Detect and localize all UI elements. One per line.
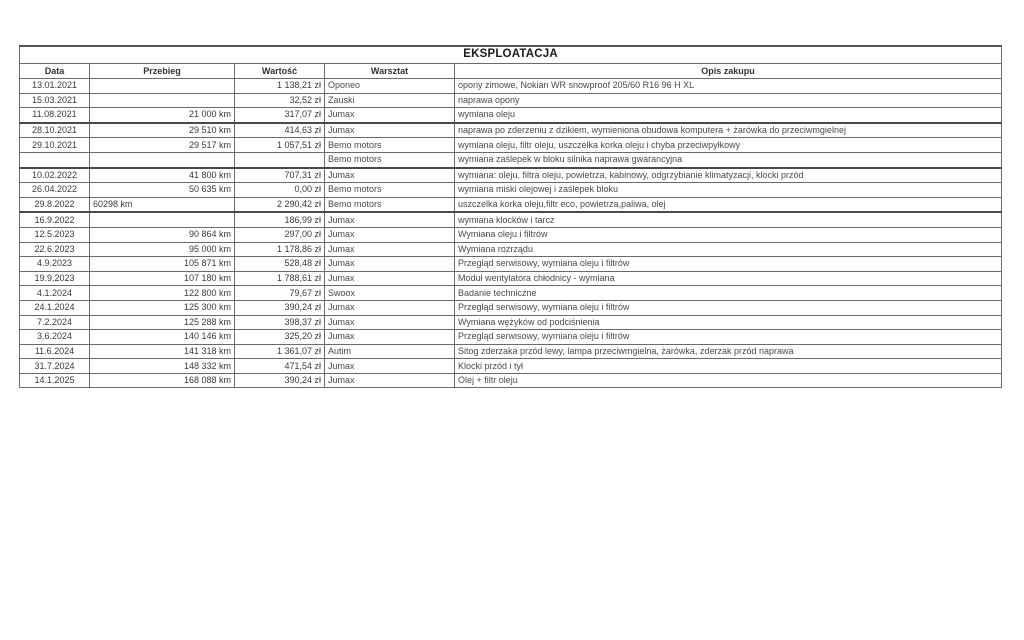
cell-description: Przegląd serwisowy, wymiana oleju i filtrów — [455, 330, 1002, 345]
cell-description: Przegląd serwisowy, wymiana oleju i filtrów — [455, 300, 1002, 315]
column-header-date: Data — [20, 64, 90, 79]
cell-value: 2 290,42 zł — [235, 197, 325, 212]
cell-value: 32,52 zł — [235, 93, 325, 108]
cell-mileage: 122 800 km — [90, 286, 235, 301]
cell-value: 79,67 zł — [235, 286, 325, 301]
cell-mileage: 41 800 km — [90, 168, 235, 183]
cell-date: 11.6.2024 — [20, 344, 90, 359]
cell-workshop: Bemo motors — [325, 138, 455, 153]
cell-mileage: 125 300 km — [90, 300, 235, 315]
table-row — [20, 271, 1002, 286]
cell-value: 0,00 zł — [235, 183, 325, 198]
table-row — [20, 152, 1002, 167]
cell-description: opony zimowe, Nokian WR snowproof 205/60 R16 96 H XL — [455, 79, 1002, 94]
cell-description: Olej + filtr oleju — [455, 373, 1002, 388]
cell-workshop: Jumax — [325, 330, 455, 345]
cell-workshop: Jumax — [325, 212, 455, 227]
table-row — [20, 315, 1002, 330]
cell-description: wymiana klocków i tarcz — [455, 212, 1002, 227]
table-row — [20, 93, 1002, 108]
cell-description: Wymiana oleju i filtrów — [455, 227, 1002, 242]
cell-value: 390,24 zł — [235, 373, 325, 388]
cell-date: 31.7.2024 — [20, 359, 90, 374]
cell-workshop: Jumax — [325, 242, 455, 257]
cell-description: wymiana miski olejowej i zaślepek bloku — [455, 183, 1002, 198]
table-row — [20, 242, 1002, 257]
table-row — [20, 183, 1002, 198]
cell-mileage: 50 635 km — [90, 183, 235, 198]
cell-mileage — [90, 93, 235, 108]
cell-description: Wymiana rozrządu — [455, 242, 1002, 257]
cell-date: 11.08.2021 — [20, 108, 90, 123]
cell-description: wymiana: oleju, filtra oleju, powietrza, kabinowy, odgrzybianie klimatyzacji, klocki przód — [455, 168, 1002, 183]
cell-description: Moduł wentylatora chłodnicy - wymiana — [455, 271, 1002, 286]
table-row — [20, 138, 1002, 153]
cell-date: 26.04.2022 — [20, 183, 90, 198]
table-row — [20, 123, 1002, 138]
cell-workshop: Jumax — [325, 271, 455, 286]
table-row — [20, 79, 1002, 94]
cell-date: 16.9.2022 — [20, 212, 90, 227]
cell-value: 398,37 zł — [235, 315, 325, 330]
cell-description: naprawa po zderzeniu z dzikiem, wymieniona obudowa komputera + żarówka do przeciwmgielnej — [455, 123, 1002, 138]
cell-mileage — [90, 212, 235, 227]
cell-value: 1 138,21 zł — [235, 79, 325, 94]
cell-description: Sitog zderzaka przód lewy, lampa przeciwmgielna, żarówka, zderzak przód naprawa — [455, 344, 1002, 359]
cell-mileage — [90, 152, 235, 167]
header-row — [20, 64, 1002, 79]
cell-mileage: 60298 km — [90, 197, 235, 212]
cell-workshop: Oponeo — [325, 79, 455, 94]
table-row — [20, 344, 1002, 359]
cell-date: 15.03.2021 — [20, 93, 90, 108]
cell-mileage: 168 088 km — [90, 373, 235, 388]
cell-workshop: Jumax — [325, 227, 455, 242]
column-header-value: Wartość — [235, 64, 325, 79]
cell-date: 29.10.2021 — [20, 138, 90, 153]
table-row — [20, 197, 1002, 212]
cell-date: 4.1.2024 — [20, 286, 90, 301]
cell-workshop: Autim — [325, 344, 455, 359]
cell-value: 325,20 zł — [235, 330, 325, 345]
cell-value: 414,63 zł — [235, 123, 325, 138]
table-row — [20, 373, 1002, 388]
cell-date: 14.1.2025 — [20, 373, 90, 388]
maintenance-table — [19, 45, 1002, 388]
table-row — [20, 359, 1002, 374]
cell-description: wymiana oleju — [455, 108, 1002, 123]
cell-mileage: 105 871 km — [90, 257, 235, 272]
cell-mileage: 29 517 km — [90, 138, 235, 153]
cell-value: 1 788,61 zł — [235, 271, 325, 286]
table-body — [20, 79, 1002, 388]
cell-value: 471,54 zł — [235, 359, 325, 374]
cell-date: 4.9.2023 — [20, 257, 90, 272]
cell-date — [20, 152, 90, 167]
cell-date: 3.6.2024 — [20, 330, 90, 345]
cell-mileage: 29 510 km — [90, 123, 235, 138]
cell-workshop: Jumax — [325, 123, 455, 138]
cell-value: 186,99 zł — [235, 212, 325, 227]
table-row — [20, 227, 1002, 242]
cell-workshop: Bemo motors — [325, 152, 455, 167]
cell-workshop: Bemo motors — [325, 197, 455, 212]
cell-mileage: 141 318 km — [90, 344, 235, 359]
cell-mileage: 148 332 km — [90, 359, 235, 374]
cell-workshop: Jumax — [325, 300, 455, 315]
table-row — [20, 330, 1002, 345]
cell-mileage — [90, 79, 235, 94]
cell-date: 22.6.2023 — [20, 242, 90, 257]
cell-value: 1 057,51 zł — [235, 138, 325, 153]
cell-date: 10.02.2022 — [20, 168, 90, 183]
cell-description: uszczelka korka oleju,filtr eco, powietrza,paliwa, olej — [455, 197, 1002, 212]
cell-value: 528,48 zł — [235, 257, 325, 272]
cell-workshop: Bemo motors — [325, 183, 455, 198]
cell-workshop: Jumax — [325, 168, 455, 183]
cell-mileage: 90 864 km — [90, 227, 235, 242]
cell-value: 1 178,86 zł — [235, 242, 325, 257]
cell-date: 7.2.2024 — [20, 315, 90, 330]
cell-workshop: Jumax — [325, 359, 455, 374]
table-row — [20, 108, 1002, 123]
cell-date: 12.5.2023 — [20, 227, 90, 242]
cell-date: 19.9.2023 — [20, 271, 90, 286]
cell-workshop: Jumax — [325, 373, 455, 388]
cell-workshop: Jumax — [325, 315, 455, 330]
cell-value: 317,07 zł — [235, 108, 325, 123]
cell-workshop: Jumax — [325, 257, 455, 272]
cell-description: wymiana zaślepek w bloku silnika naprawa gwarancyjna — [455, 152, 1002, 167]
column-header-description: Opis zakupu — [455, 64, 1002, 79]
table-row — [20, 212, 1002, 227]
cell-date: 13.01.2021 — [20, 79, 90, 94]
cell-mileage: 140 146 km — [90, 330, 235, 345]
table-title: EKSPLOATACJA — [20, 46, 1002, 64]
cell-mileage: 107 180 km — [90, 271, 235, 286]
cell-description: Badanie techniczne — [455, 286, 1002, 301]
cell-description: Klocki przód i tył — [455, 359, 1002, 374]
cell-value: 390,24 zł — [235, 300, 325, 315]
cell-mileage: 125 288 km — [90, 315, 235, 330]
cell-mileage: 21 000 km — [90, 108, 235, 123]
cell-description: naprawa opony — [455, 93, 1002, 108]
table-row — [20, 168, 1002, 183]
table-row — [20, 257, 1002, 272]
cell-description: Przegląd serwisowy, wymiana oleju i filtrów — [455, 257, 1002, 272]
cell-workshop: Jumax — [325, 108, 455, 123]
cell-date: 24.1.2024 — [20, 300, 90, 315]
cell-description: wymiana oleju, filtr oleju, uszczelka korka oleju i chyba przeciwpyłkowy — [455, 138, 1002, 153]
cell-description: Wymiana wężyków od podciśnienia — [455, 315, 1002, 330]
cell-value — [235, 152, 325, 167]
column-header-mileage: Przebieg — [90, 64, 235, 79]
column-header-workshop: Warsztat — [325, 64, 455, 79]
cell-mileage: 95 000 km — [90, 242, 235, 257]
cell-date: 29.8.2022 — [20, 197, 90, 212]
expense-sheet — [19, 45, 1001, 388]
cell-value: 707,31 zł — [235, 168, 325, 183]
table-row — [20, 300, 1002, 315]
cell-workshop: Swoox — [325, 286, 455, 301]
cell-value: 297,00 zł — [235, 227, 325, 242]
cell-value: 1 361,07 zł — [235, 344, 325, 359]
cell-date: 28.10.2021 — [20, 123, 90, 138]
table-row — [20, 286, 1002, 301]
cell-workshop: Zauski — [325, 93, 455, 108]
